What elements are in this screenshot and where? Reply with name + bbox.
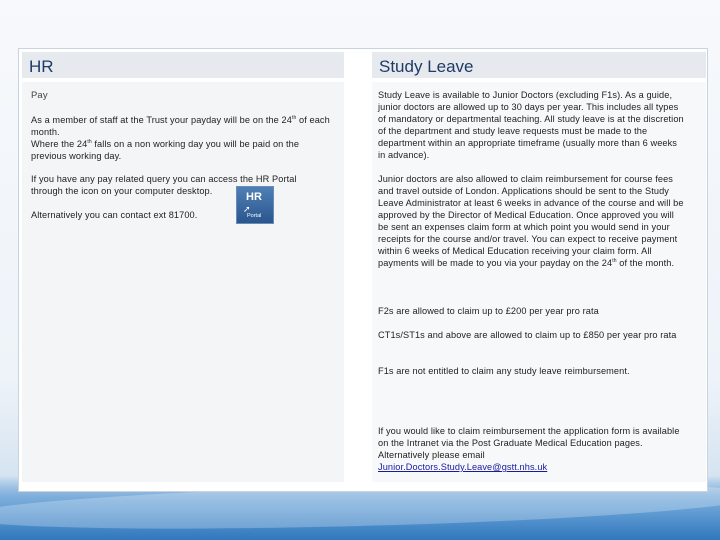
shortcut-arrow-icon: ➚ [243,204,251,214]
study-para2-tail: of the month. [616,258,675,268]
hr-portal-icon[interactable] [236,186,274,224]
hr-title: HR [29,57,54,76]
hr-paragraph-contact: Alternatively you can contact ext 81700. [31,210,198,220]
pay-heading: Pay [31,90,48,101]
hr-para2-sup: th [87,138,92,145]
study-paragraph-application [378,425,686,473]
hr-paragraph-payday [31,114,331,162]
hr-para2-tail: falls on a non working day you will be paid on the previous working day. [31,139,300,161]
study-leave-title: Study Leave [379,57,474,76]
study-para2-text: Junior doctors are also allowed to claim reimbursement for course fees and travel outside of London. Applications should be sent to the Study Leave Administrator at least 6 weeks in advance of the course and will be approved by the Director of Medical Education. Once approved you will be sent an expenses claim form at which point you would send in your receipts for the course and/or travel. You can expect to receive payment within 6 weeks of Medical Education receiving your claim form. All payments will be made to you via your payday on the 24 [378,174,684,268]
hr-icon-sublabel: Portal [247,213,262,219]
study-paragraph-f1: F1s are not entitled to claim any study leave reimbursement. [378,366,630,376]
hr-para1-sup: th [291,114,297,121]
study-leave-email-link[interactable]: Junior.Doctors.Study.Leave@gstt.nhs.uk [378,462,548,472]
study-para6-text: If you would like to claim reimbursement the application form is available on the Intranet via the Post Graduate Medical Education pages. Alternatively please email [378,426,680,460]
study-para2-sup: th [612,257,617,264]
hr-para1-text: As a member of staff at the Trust your payday will be on the 24 [31,115,292,125]
hr-paragraph-portal: If you have any pay related query you can access the HR Portal through the icon on your computer desktop. [31,174,297,196]
hr-para1-tail: of each month. [31,115,330,137]
study-paragraph-availability: Study Leave is available to Junior Doctors (excluding F1s). As a guide, junior doctors are allowed up to 30 days per year. This includes all types of mandatory or departmental teaching. All study leave is at the discretion of the department and study leave requests must be made to the department within an appropriate timeframe (usually more than 6 weeks in advance). [378,90,684,160]
study-paragraph-ct1: CT1s/ST1s and above are allowed to claim up to £850 per year pro rata [378,330,677,340]
hr-icon-label: HR [246,191,262,203]
hr-header [22,52,344,78]
study-leave-header [372,52,706,78]
hr-para2-text: Where the 24 [31,139,88,149]
study-paragraph-f2: F2s are allowed to claim up to £200 per year pro rata [378,306,599,316]
study-paragraph-reimbursement [378,173,686,269]
